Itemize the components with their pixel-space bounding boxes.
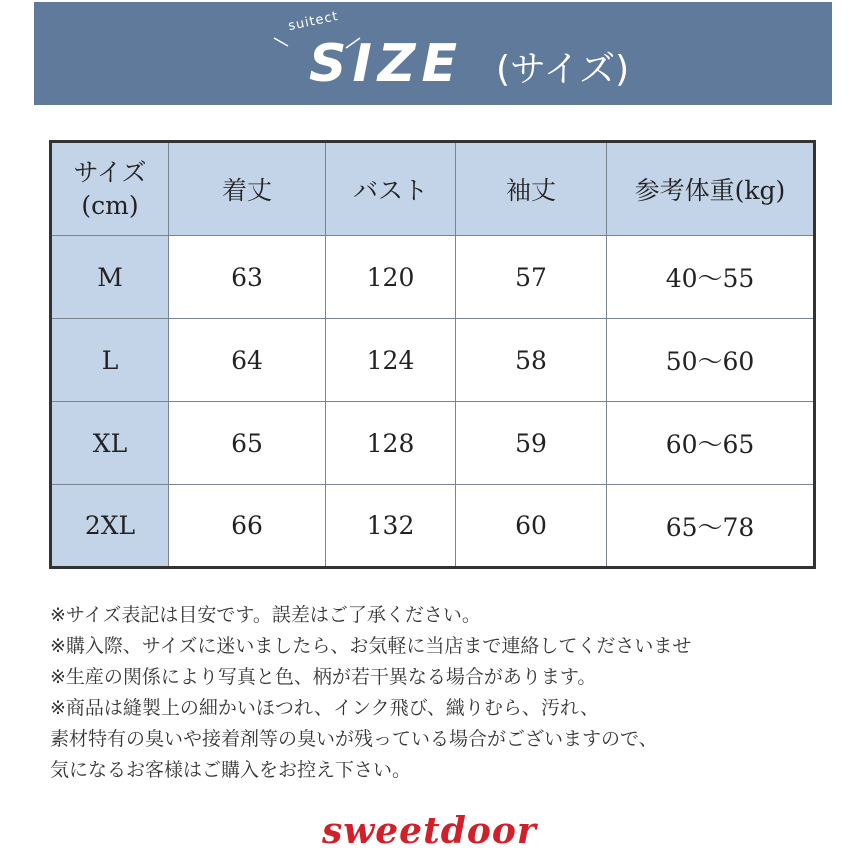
- bust-cell: 120: [326, 236, 456, 319]
- size-cell: 2XL: [51, 485, 169, 568]
- note-line: ※サイズ表記は目安です。誤差はご了承ください。: [50, 604, 481, 626]
- header-cell-sleeve: 袖丈: [456, 142, 607, 236]
- note-line: ※商品は縫製上の細かいほつれ、インク飛び、織りむら、汚れ、: [50, 697, 600, 719]
- table-row: [51, 236, 815, 319]
- length-cell: 65: [169, 402, 326, 485]
- weight-cell: 60〜65: [607, 402, 815, 485]
- table-header-row: [51, 142, 815, 236]
- size-title: SIZE: [309, 34, 464, 94]
- table-row: [51, 485, 815, 568]
- brand-tag: suitect: [286, 8, 340, 35]
- size-subtitle: (サイズ): [496, 49, 630, 90]
- header-cell-length: 着丈: [169, 142, 326, 236]
- header-cell-bust: バスト: [326, 142, 456, 236]
- note-line: ※生産の関係により写真と色、柄が若干異なる場合があります。: [50, 666, 597, 688]
- note-line: ※購入際、サイズに迷いましたら、お気軽に当店まで連絡してくださいませ: [50, 635, 692, 657]
- length-cell: 64: [169, 319, 326, 402]
- header-cell-size: [51, 142, 169, 236]
- header-size-label: サイズ: [73, 158, 147, 187]
- notes-section: [50, 600, 840, 786]
- length-cell: 63: [169, 236, 326, 319]
- sleeve-cell: 57: [456, 236, 607, 319]
- note-line: 気になるお客様はご購入をお控え下さい。: [50, 759, 412, 781]
- sleeve-cell: 60: [456, 485, 607, 568]
- weight-cell: 50〜60: [607, 319, 815, 402]
- note-line: 素材特有の臭いや接着剤等の臭いが残っている場合がございますので、: [50, 728, 658, 750]
- table-row: [51, 402, 815, 485]
- sleeve-cell: 59: [456, 402, 607, 485]
- title-banner: [34, 2, 832, 105]
- table-row: [51, 319, 815, 402]
- size-cell: XL: [51, 402, 169, 485]
- sweetdoor-logo: sweetdoor: [322, 810, 537, 852]
- size-cell: M: [51, 236, 169, 319]
- bust-cell: 132: [326, 485, 456, 568]
- bust-cell: 128: [326, 402, 456, 485]
- weight-cell: 40〜55: [607, 236, 815, 319]
- header-cell-weight: 参考体重(kg): [607, 142, 815, 236]
- size-chart-table: [49, 140, 816, 569]
- sleeve-cell: 58: [456, 319, 607, 402]
- bust-cell: 124: [326, 319, 456, 402]
- size-cell: L: [51, 319, 169, 402]
- header-size-unit: (cm): [81, 191, 139, 220]
- weight-cell: 65〜78: [607, 485, 815, 568]
- length-cell: 66: [169, 485, 326, 568]
